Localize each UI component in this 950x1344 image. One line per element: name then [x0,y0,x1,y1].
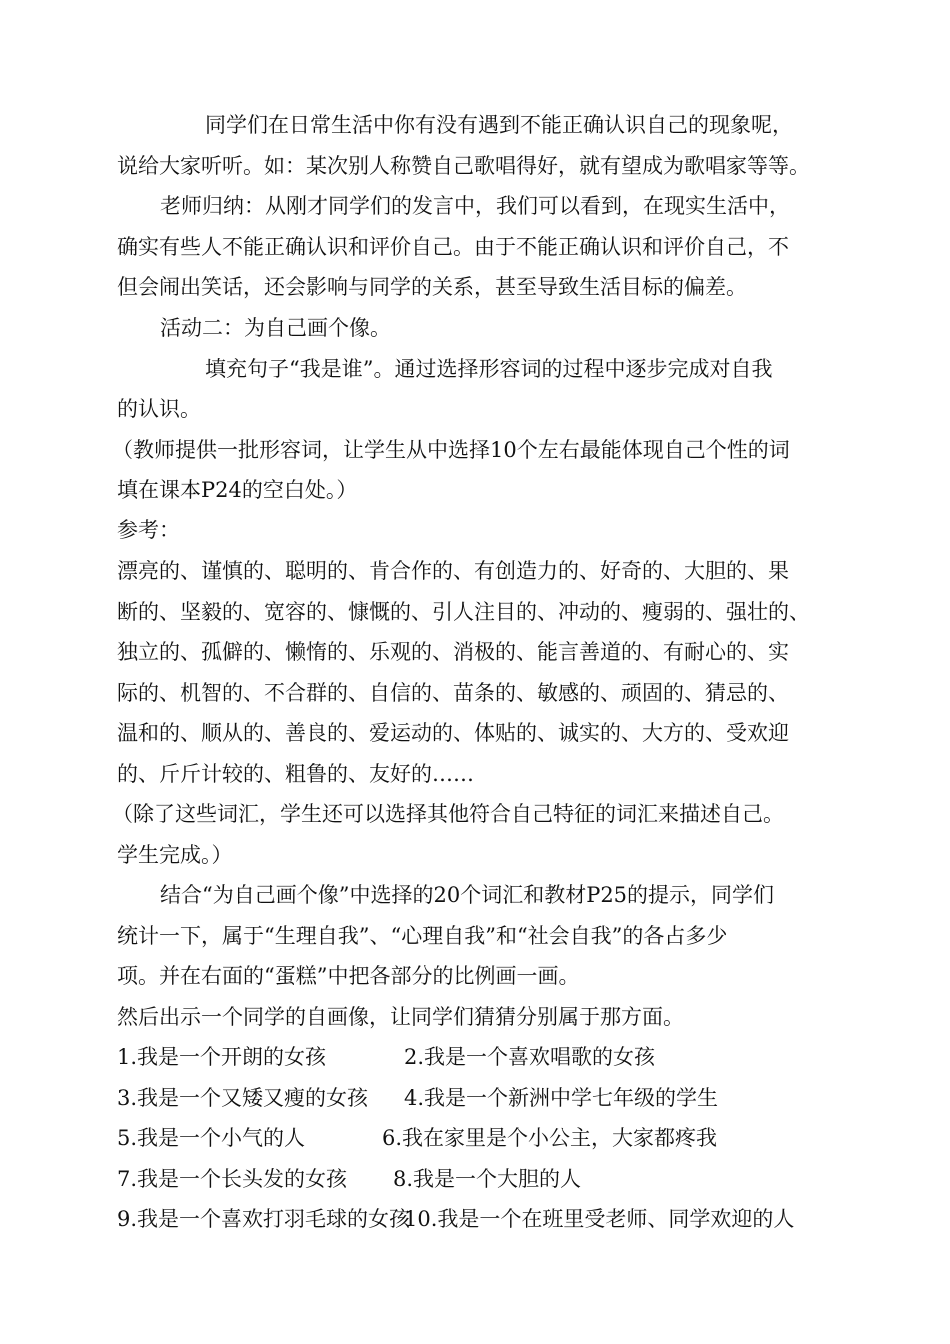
list-item: 1.我是一个开朗的女孩 [117,1045,327,1069]
paragraph-line: 填在课本P24的空白处。） [117,478,358,502]
list-item-row [117,1123,857,1153]
paragraph-line: 确实有些人不能正确认识和评价自己。由于不能正确认识和评价自己，不 [117,235,789,259]
paragraph-line: 老师归纳：从刚才同学们的发言中，我们可以看到，在现实生活中， [160,194,790,218]
reference-label: 参考： [117,518,180,542]
list-item: 2.我是一个喜欢唱歌的女孩 [404,1045,656,1069]
list-item-row [117,1164,857,1194]
list-item-row [117,1204,857,1234]
paragraph-line: 说给大家听听。如：某次别人称赞自己歌唱得好，就有望成为歌唱家等等。 [117,154,810,178]
list-item-row [117,1042,857,1072]
paragraph-line: 统计一下，属于“生理自我”、“心理自我”和“社会自我”的各占多少 [117,924,728,948]
paragraph-line: 项。并在右面的“蛋糕”中把各部分的比例画一画。 [117,964,580,988]
list-item-row [117,1083,857,1113]
adjective-line: 独立的、孤僻的、懒惰的、乐观的、消极的、能言善道的、有耐心的、实 [117,640,789,664]
paragraph-line: （除了这些词汇，学生还可以选择其他符合自己特征的词汇来描述自己。 [112,802,784,826]
adjective-line: 漂亮的、谨慎的、聪明的、肯合作的、有创造力的、好奇的、大胆的、果 [117,559,789,583]
paragraph-line: 但会闹出笑话，还会影响与同学的关系，甚至导致生活目标的偏差。 [117,275,747,299]
list-item: 7.我是一个长头发的女孩 [117,1167,348,1191]
list-item: 8.我是一个大胆的人 [393,1167,582,1191]
paragraph-line: 同学们在日常生活中你有没有遇到不能正确认识自己的现象呢， [205,113,793,137]
paragraph-line: 填充句子“我是谁”。通过选择形容词的过程中逐步完成对自我 [205,357,773,381]
paragraph-line: 学生完成。） [117,843,233,867]
list-item: 10.我是一个在班里受老师、同学欢迎的人 [404,1207,795,1231]
adjective-line: 断的、坚毅的、宽容的、慷慨的、引人注目的、冲动的、瘦弱的、强壮的、 [117,600,810,624]
adjective-line: 际的、机智的、不合群的、自信的、苗条的、敏感的、顽固的、猜忌的、 [117,681,789,705]
paragraph-line: 然后出示一个同学的自画像，让同学们猜猜分别属于那方面。 [117,1005,684,1029]
adjective-line: 的、斤斤计较的、粗鲁的、友好的…… [117,762,474,786]
list-item: 9.我是一个喜欢打羽毛球的女孩 [117,1207,411,1231]
adjective-line: 温和的、顺从的、善良的、爱运动的、体贴的、诚实的、大方的、受欢迎 [117,721,789,745]
list-item: 6.我在家里是个小公主，大家都疼我 [382,1126,718,1150]
paragraph-line: 的认识。 [117,397,201,421]
activity-heading: 活动二：为自己画个像。 [160,316,391,340]
paragraph-line: （教师提供一批形容词，让学生从中选择10个左右最能体现自己个性的词 [112,438,790,462]
paragraph-line: 结合“为自己画个像”中选择的20个词汇和教材P25的提示，同学们 [160,883,775,907]
list-item: 3.我是一个又矮又瘦的女孩 [117,1086,369,1110]
list-item: 4.我是一个新洲中学七年级的学生 [404,1086,719,1110]
list-item: 5.我是一个小气的人 [117,1126,306,1150]
